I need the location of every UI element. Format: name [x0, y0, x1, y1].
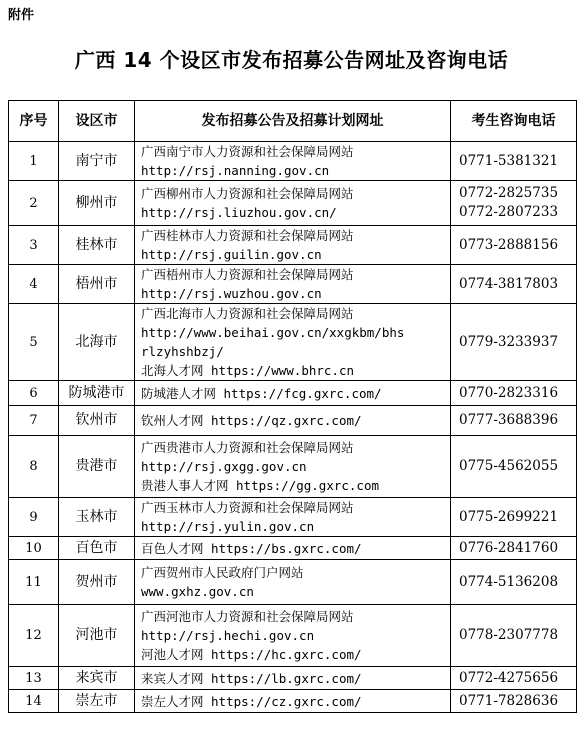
phone-number: 0774-5136208	[459, 573, 559, 590]
row-seq: 7	[9, 406, 59, 436]
website-line: http://rsj.yulin.gov.cn	[141, 519, 315, 534]
row-website-cell	[135, 690, 451, 713]
phone-number: 0770-2823316	[459, 384, 559, 401]
website-line: 广西梧州市人力资源和社会保障局网站	[141, 267, 354, 282]
website-line: 广西北海市人力资源和社会保障局网站	[141, 306, 354, 321]
website-line: 崇左人才网 https://cz.gxrc.com/	[141, 693, 362, 709]
row-city: 玉林市	[59, 498, 135, 537]
row-city: 百色市	[59, 537, 135, 560]
website-line: 广西贵港市人力资源和社会保障局网站	[141, 440, 354, 455]
row-website-cell	[135, 142, 451, 181]
row-city: 崇左市	[59, 690, 135, 713]
row-phone-cell	[451, 304, 577, 381]
row-city: 柳州市	[59, 181, 135, 226]
row-seq: 12	[9, 605, 59, 667]
row-phone-cell	[451, 560, 577, 605]
table-row	[9, 406, 577, 436]
row-phone-cell	[451, 537, 577, 560]
website-line: http://rsj.liuzhou.gov.cn/	[141, 205, 337, 220]
table-row	[9, 226, 577, 265]
website-line: 来宾人才网 https://lb.gxrc.com/	[141, 670, 362, 686]
website-line: 北海人才网 https://www.bhrc.cn	[141, 363, 355, 378]
row-seq: 3	[9, 226, 59, 265]
row-seq: 2	[9, 181, 59, 226]
row-city: 防城港市	[59, 381, 135, 406]
column-header-phone: 考生咨询电话	[451, 101, 577, 142]
row-website-cell	[135, 181, 451, 226]
phone-number: 0776-2841760	[459, 539, 559, 556]
column-header-seq: 序号	[9, 101, 59, 142]
website-line: 贵港人事人才网 https://gg.gxrc.com	[141, 478, 380, 493]
attachment-label: 附件	[8, 8, 35, 23]
phone-number: 0777-3688396	[459, 412, 559, 428]
website-line: rlzyhshbzj/	[141, 344, 224, 359]
row-phone-cell	[451, 498, 577, 537]
phone-number: 0779-3233937	[459, 333, 559, 350]
row-city: 河池市	[59, 605, 135, 667]
row-phone-cell	[451, 226, 577, 265]
website-line: 广西柳州市人力资源和社会保障局网站	[141, 186, 354, 201]
row-city: 钦州市	[59, 406, 135, 436]
row-phone-cell	[451, 406, 577, 436]
row-seq: 14	[9, 690, 59, 713]
table-row	[9, 181, 577, 226]
row-city: 北海市	[59, 304, 135, 381]
website-line: http://rsj.nanning.gov.cn	[141, 163, 330, 178]
row-website-cell	[135, 560, 451, 605]
page-title: 广西 14 个设区市发布招募公告网址及咨询电话	[74, 48, 509, 72]
website-line: http://rsj.gxgg.gov.cn	[141, 459, 307, 474]
phone-number: 0772-2825735	[459, 185, 559, 201]
phone-number: 0778-2307778	[459, 627, 559, 643]
row-city: 桂林市	[59, 226, 135, 265]
website-line: 广西贺州市人民政府门户网站	[141, 565, 304, 580]
column-header-website: 发布招募公告及招募计划网址	[135, 101, 451, 142]
website-line: 广西桂林市人力资源和社会保障局网站	[141, 228, 354, 243]
row-city: 来宾市	[59, 667, 135, 690]
website-line: http://www.beihai.gov.cn/xxgkbm/bhs	[141, 325, 405, 340]
website-line: 广西玉林市人力资源和社会保障局网站	[141, 500, 354, 515]
row-website-cell	[135, 406, 451, 436]
row-phone-cell	[451, 265, 577, 304]
row-seq: 5	[9, 304, 59, 381]
row-seq: 4	[9, 265, 59, 304]
website-line: 河池人才网 https://hc.gxrc.com/	[141, 647, 362, 662]
column-header-city: 设区市	[59, 101, 135, 142]
row-seq: 13	[9, 667, 59, 690]
table-row	[9, 142, 577, 181]
website-line: 广西南宁市人力资源和社会保障局网站	[141, 144, 354, 159]
website-line: 百色人才网 https://bs.gxrc.com/	[141, 540, 362, 556]
table-row	[9, 605, 577, 667]
row-website-cell	[135, 265, 451, 304]
phone-number: 0772-4275656	[459, 669, 559, 686]
row-city: 南宁市	[59, 142, 135, 181]
row-website-cell	[135, 667, 451, 690]
row-phone-cell	[451, 667, 577, 690]
table-row	[9, 667, 577, 690]
phone-number: 0771-5381321	[459, 152, 559, 169]
row-phone-cell	[451, 181, 577, 226]
row-seq: 6	[9, 381, 59, 406]
row-website-cell	[135, 304, 451, 381]
row-city: 贺州市	[59, 560, 135, 605]
row-phone-cell	[451, 381, 577, 406]
table-header-row	[9, 101, 577, 142]
row-city: 贵港市	[59, 436, 135, 498]
website-line: http://rsj.wuzhou.gov.cn	[141, 286, 322, 301]
phone-number: 0772-2807233	[459, 204, 559, 220]
phone-number: 0773-2888156	[459, 236, 559, 253]
website-line: http://rsj.hechi.gov.cn	[141, 628, 315, 643]
phone-number: 0771-7828636	[459, 692, 559, 709]
table-row	[9, 690, 577, 713]
row-website-cell	[135, 537, 451, 560]
table-row	[9, 436, 577, 498]
table-row	[9, 537, 577, 560]
row-seq: 1	[9, 142, 59, 181]
row-phone-cell	[451, 605, 577, 667]
website-line: http://rsj.guilin.gov.cn	[141, 247, 322, 262]
website-line: 广西河池市人力资源和社会保障局网站	[141, 609, 354, 624]
row-phone-cell	[451, 690, 577, 713]
row-seq: 9	[9, 498, 59, 537]
phone-number: 0775-4562055	[459, 458, 559, 474]
table-row	[9, 381, 577, 406]
website-line: www.gxhz.gov.cn	[141, 584, 254, 599]
phone-number: 0775-2699221	[459, 508, 559, 525]
row-city: 梧州市	[59, 265, 135, 304]
row-phone-cell	[451, 142, 577, 181]
website-line: 钦州人才网 https://qz.gxrc.com/	[141, 413, 362, 428]
row-website-cell	[135, 498, 451, 537]
website-line: 防城港人才网 https://fcg.gxrc.com/	[141, 385, 382, 401]
row-seq: 11	[9, 560, 59, 605]
row-website-cell	[135, 381, 451, 406]
table-row	[9, 498, 577, 537]
table-row	[9, 304, 577, 381]
phone-number: 0774-3817803	[459, 275, 559, 292]
contact-table	[8, 100, 577, 713]
row-phone-cell	[451, 436, 577, 498]
row-seq: 10	[9, 537, 59, 560]
table-body	[9, 142, 577, 713]
row-website-cell	[135, 436, 451, 498]
row-seq: 8	[9, 436, 59, 498]
row-website-cell	[135, 605, 451, 667]
table-row	[9, 560, 577, 605]
row-website-cell	[135, 226, 451, 265]
table-row	[9, 265, 577, 304]
